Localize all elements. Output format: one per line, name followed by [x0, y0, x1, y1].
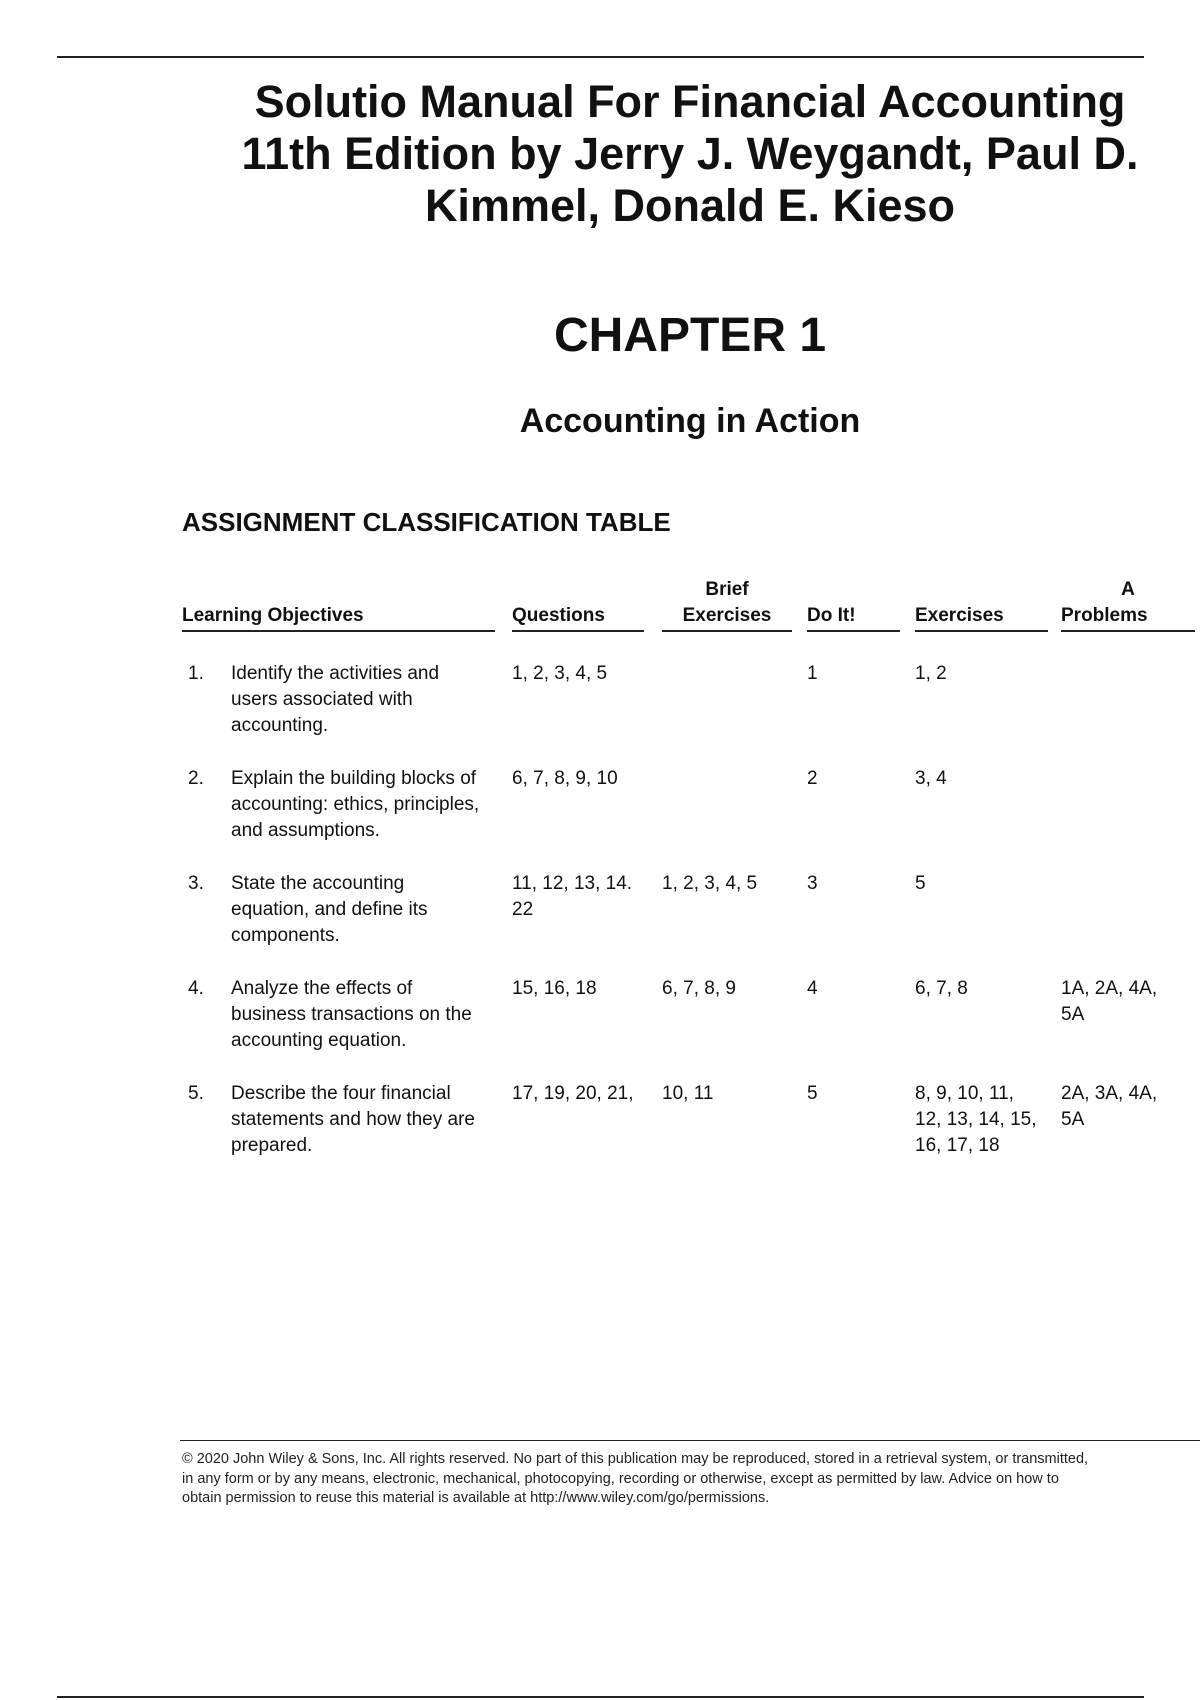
questions-cell [512, 871, 652, 923]
objective-number: 3. [188, 873, 204, 894]
top-rule [57, 56, 1144, 58]
exercises-cell-line: 8, 9, 10, 11, [915, 1083, 1014, 1104]
exercises-cell [915, 871, 1055, 897]
header-exercises [915, 578, 1048, 632]
bottom-rule [57, 1696, 1144, 1698]
document-title [180, 76, 1200, 232]
exercises-cell-line: 1, 2 [915, 663, 947, 684]
questions-cell-line: 15, 16, 18 [512, 978, 597, 999]
learning-objective [231, 1081, 501, 1159]
objective-number: 5. [188, 1083, 204, 1104]
learning-objective-line: Identify the activities and [231, 663, 440, 684]
copyright-line: in any form or by any means, electronic, mechanical, photocopying, recording or otherwise, except as permitted by law. Advice on how to [182, 1470, 1059, 1487]
do-it-cell: 5 [807, 1083, 818, 1104]
header-learning-objectives [182, 578, 495, 632]
learning-objective-line: Describe the four financial [231, 1083, 451, 1104]
learning-objective-line: Explain the building blocks of [231, 768, 477, 789]
a-problems-cell-line: 1A, 2A, 4A, [1061, 978, 1158, 999]
questions-cell [512, 976, 652, 1002]
brief-exercises-cell-line: 1, 2, 3, 4, 5 [662, 873, 758, 894]
exercises-cell-line: 12, 13, 14, 15, [915, 1109, 1037, 1130]
learning-objective-line: accounting. [231, 715, 329, 736]
objective-number: 1. [188, 663, 204, 684]
learning-objective-line: users associated with [231, 689, 413, 710]
brief-exercises-cell [662, 871, 802, 897]
copyright-line: © 2020 John Wiley & Sons, Inc. All rights reserved. No part of this publication may be reproduced, stored in a retrieval system, or transmitted, [182, 1451, 1089, 1467]
exercises-cell [915, 1081, 1055, 1159]
questions-cell [512, 766, 652, 792]
header-a-problems [1061, 578, 1195, 632]
learning-objective-line: and assumptions. [231, 820, 380, 841]
exercises-cell [915, 976, 1055, 1002]
learning-objective [231, 871, 501, 949]
learning-objective-line: business transactions on the [231, 1004, 472, 1025]
footer-rule [180, 1440, 1200, 1441]
header-label: Exercises [682, 605, 772, 626]
exercises-cell [915, 661, 1055, 687]
chapter-number: CHAPTER 1 [553, 309, 827, 362]
chapter-title: Accounting in Action [519, 402, 861, 440]
exercises-cell [915, 766, 1055, 792]
learning-objective-line: Analyze the effects of [231, 978, 413, 999]
questions-cell-line: 11, 12, 13, 14. [512, 873, 633, 894]
objective-number: 4. [188, 978, 204, 999]
copyright-line: obtain permission to reuse this material is available at http://www.wiley.com/go/permissions. [182, 1490, 770, 1506]
exercises-cell-line: 16, 17, 18 [915, 1135, 1000, 1156]
learning-objective-line: components. [231, 925, 340, 946]
header-label: Do It! [807, 605, 856, 626]
a-problems-cell [1061, 1081, 1196, 1133]
exercises-cell-line: 5 [915, 873, 926, 894]
header-label: Questions [512, 605, 605, 626]
exercises-cell-line: 6, 7, 8 [915, 978, 968, 999]
header-questions [512, 578, 644, 632]
a-problems-cell-line: 5A [1061, 1004, 1085, 1025]
questions-cell-line: 6, 7, 8, 9, 10 [512, 768, 618, 789]
title-line: 11th Edition by Jerry J. Weygandt, Paul D. [241, 128, 1139, 179]
do-it-cell: 2 [807, 768, 818, 789]
title-line: Solutio Manual For Financial Accounting [254, 76, 1126, 127]
a-problems-cell-line: 5A [1061, 1109, 1085, 1130]
brief-exercises-cell-line: 10, 11 [662, 1083, 714, 1104]
objective-number: 2. [188, 768, 204, 789]
learning-objective-line: State the accounting [231, 873, 405, 894]
questions-cell [512, 1081, 652, 1107]
learning-objective [231, 661, 501, 739]
learning-objective-line: prepared. [231, 1135, 313, 1156]
copyright-notice [182, 1450, 1192, 1509]
title-line: Kimmel, Donald E. Kieso [424, 180, 956, 231]
header-do-it [807, 578, 900, 632]
learning-objective-line: statements and how they are [231, 1109, 475, 1130]
header-label: Exercises [915, 605, 1004, 626]
learning-objective [231, 976, 501, 1054]
header-label: Learning Objectives [182, 605, 364, 626]
brief-exercises-cell-line: 6, 7, 8, 9 [662, 978, 736, 999]
learning-objective-line: accounting equation. [231, 1030, 407, 1051]
header-brief-exercises [662, 578, 792, 632]
learning-objective-line: equation, and define its [231, 899, 428, 920]
a-problems-cell [1061, 976, 1196, 1028]
header-label: A [1121, 579, 1135, 600]
learning-objective-line: accounting: ethics, principles, [231, 794, 480, 815]
brief-exercises-cell [662, 1081, 802, 1107]
questions-cell [512, 661, 652, 687]
brief-exercises-cell [662, 976, 802, 1002]
header-label: Problems [1061, 605, 1148, 626]
header-label: Brief [705, 579, 749, 600]
exercises-cell-line: 3, 4 [915, 768, 947, 789]
learning-objective [231, 766, 501, 844]
do-it-cell: 1 [807, 663, 818, 684]
questions-cell-line: 17, 19, 20, 21, [512, 1083, 634, 1104]
questions-cell-line: 1, 2, 3, 4, 5 [512, 663, 608, 684]
section-heading: ASSIGNMENT CLASSIFICATION TABLE [182, 507, 671, 537]
questions-cell-line: 22 [512, 899, 534, 920]
do-it-cell: 3 [807, 873, 818, 894]
do-it-cell: 4 [807, 978, 818, 999]
a-problems-cell-line: 2A, 3A, 4A, [1061, 1083, 1158, 1104]
